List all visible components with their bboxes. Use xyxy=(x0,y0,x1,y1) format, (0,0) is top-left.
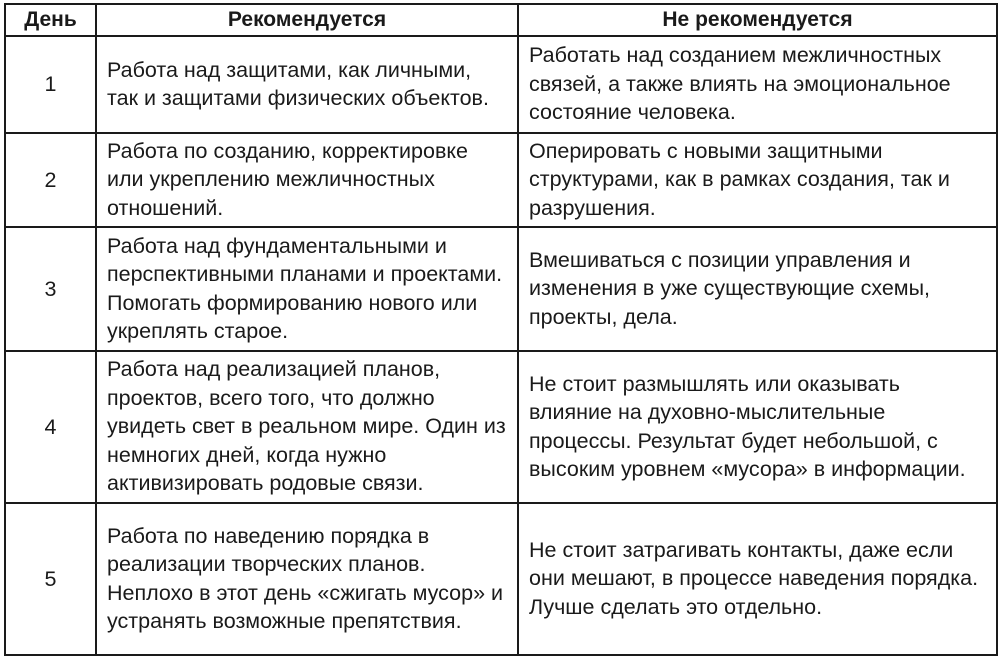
recommended-cell: Работа по созданию, корректировке или укреплению межличностных отношений. xyxy=(96,133,518,227)
header-recommended: Рекомендуется xyxy=(96,4,518,36)
not-recommended-cell: Вмешиваться с позиции управления и изменения в уже существующие схемы, проекты, дела. xyxy=(518,227,997,351)
table-row xyxy=(5,133,997,227)
not-recommended-cell: Не стоит затрагивать контакты, даже если они мешают, в процессе наведения порядка. Лучше сделать это отдельно. xyxy=(518,503,997,655)
header-day: День xyxy=(5,4,96,36)
day-cell: 2 xyxy=(5,133,96,227)
table-row xyxy=(5,36,997,133)
header-row xyxy=(5,4,997,36)
not-recommended-cell: Работать над созданием межличностных связей, а также влиять на эмоциональное состояние человека. xyxy=(518,36,997,133)
not-recommended-cell: Не стоит размышлять или оказывать влияние на духовно-мыслительные процессы. Результат будет небольшой, с высоким уровнем «мусора» в информации. xyxy=(518,351,997,503)
table-row xyxy=(5,503,997,655)
day-cell: 4 xyxy=(5,351,96,503)
day-cell: 3 xyxy=(5,227,96,351)
header-not-recommended: Не рекомендуется xyxy=(518,4,997,36)
table-row xyxy=(5,351,997,503)
day-cell: 1 xyxy=(5,36,96,133)
table-row xyxy=(5,227,997,351)
recommended-cell: Работа над реализацией планов, проектов, всего того, что должно увидеть свет в реальном мире. Один из немногих дней, когда нужно активизировать родовые связи. xyxy=(96,351,518,503)
recommended-cell: Работа над фундаментальными и перспективными планами и проектами. Помогать формированию нового или укреплять старое. xyxy=(96,227,518,351)
recommendations-table xyxy=(4,3,998,656)
recommended-cell: Работа над защитами, как личными, так и защитами физических объектов. xyxy=(96,36,518,133)
day-cell: 5 xyxy=(5,503,96,655)
recommended-cell: Работа по наведению порядка в реализации творческих планов. Неплохо в этот день «сжигать мусор» и устранять возможные препятствия. xyxy=(96,503,518,655)
not-recommended-cell: Оперировать с новыми защитными структурами, как в рамках создания, так и разрушения. xyxy=(518,133,997,227)
